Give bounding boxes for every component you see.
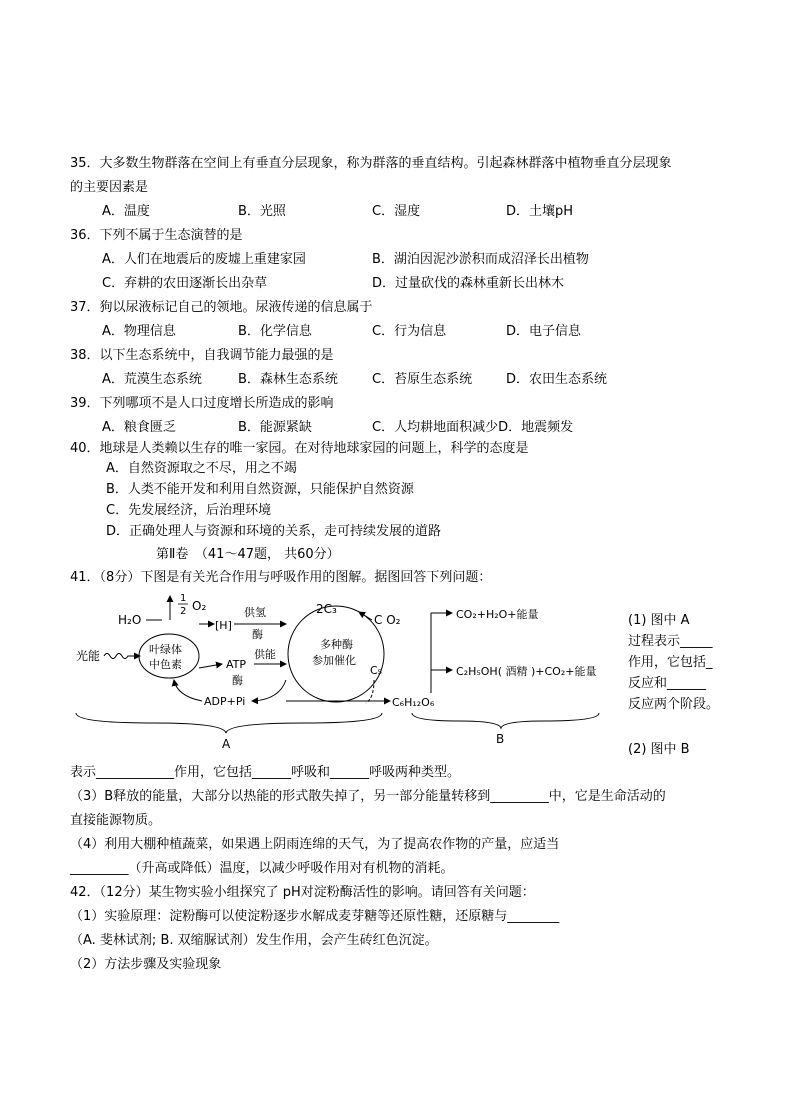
q38-option-b: B．森林生态系统 <box>238 372 338 387</box>
q42-stem: 42．（12分）某生物实验小组探究了 pH对淀粉酶活性的影响。请回答有关问题： <box>70 885 535 900</box>
c3-label: 2C₃ <box>316 602 337 616</box>
q41-p2-line: 表示____________作用，它包括______呼吸和______呼吸两种类型。 <box>70 765 461 780</box>
co2-fixation-arrow <box>359 612 372 620</box>
q37-option-b: B．化学信息 <box>238 324 312 339</box>
q41-p3-line2: 直接能源物质。 <box>70 813 162 828</box>
q35-option-b: B．光照 <box>238 204 286 219</box>
light-wavy-arrow <box>104 654 140 659</box>
chloroplast-pigment-ellipse <box>139 634 199 678</box>
enzyme-label-2: 参加催化 <box>312 654 356 667</box>
supply-energy-label: 供能 <box>254 648 276 661</box>
q40-option-b: B．人类不能开发和利用自然资源，只能保护自然资源 <box>106 482 414 497</box>
q36-option-c: C．弃耕的农田逐渐长出杂草 <box>102 276 268 291</box>
q35-option-a: A．温度 <box>102 204 150 219</box>
chloroplast-label-1: 叶绿体 <box>149 643 182 656</box>
o2-label: O₂ <box>192 599 207 613</box>
q42-p1-line1: （1）实验原理：淀粉酶可以使淀粉逐步水解成麦芽糖等还原性糖，还原糖与________ <box>70 909 560 924</box>
q41-p1-line5: 反应两个阶段。 <box>628 697 720 712</box>
q40-option-c: C．先发展经济，后治理环境 <box>106 503 272 518</box>
photosynthesis-respiration-diagram <box>74 588 619 753</box>
label-b: B <box>496 732 505 746</box>
q41-p3-line1: （3）B释放的能量，大部分以热能的形式散失掉了，另一部分能量转移到_________中，它是生命活动的 <box>70 789 666 804</box>
q39-stem: 39．下列哪项不是人口过度增长所造成的影响 <box>70 396 334 411</box>
supply-h-enzyme-label: 酶 <box>252 628 263 641</box>
h-label: [H] <box>215 619 232 632</box>
q36-option-b: B．湖泊因泥沙淤积而成沼泽长出植物 <box>372 252 589 267</box>
q38-stem: 38．以下生态系统中，自我调节能力最强的是 <box>70 348 334 363</box>
c5-dashed-arrow <box>366 680 374 703</box>
q41-stem: 41．（8分）下图是有关光合作用与呼吸作用的图解。据图回答下列问题： <box>70 570 492 585</box>
q41-p1-line3: 作用，它包括_ <box>628 655 713 670</box>
q35-stem-line1: 35．大多数生物群落在空间上有垂直分层现象，称为群落的垂直结构。引起森林群落中植物垂直分层现象 <box>70 156 672 171</box>
q37-option-c: C．行为信息 <box>372 324 447 339</box>
q41-p1-line1: (1) 图中 A <box>628 613 690 628</box>
q35-stem-line2: 的主要因素是 <box>70 180 149 195</box>
q39-option-b: B．能源紧缺 <box>238 420 312 435</box>
q36-stem: 36．下列不属于生态演替的是 <box>70 228 243 243</box>
q41-p1-line2: 过程表示_____ <box>628 634 713 649</box>
q35-option-c: C．湿度 <box>372 204 421 219</box>
q39-option-cd: C．人均耕地面积减少D．地震频发 <box>372 420 574 435</box>
anaerobic-products-label: C₂H₅OH( 酒精 )+CO₂+能量 <box>456 665 597 678</box>
brace-b <box>412 713 599 728</box>
q41-p4-line2: _________（升高或降低）温度，以减少呼吸作用对有机物的消耗。 <box>70 861 454 876</box>
supply-h-label: 供氢 <box>244 606 266 619</box>
q40-stem: 40．地球是人类赖以生存的唯一家园。在对待地球家园的问题上，科学的态度是 <box>70 441 529 456</box>
glucose-label: C₆H₁₂O₆ <box>392 696 435 709</box>
adp-to-pigment-arrow <box>174 680 202 701</box>
chloroplast-label-2: 中色素 <box>149 658 182 671</box>
adp-return-arrow <box>252 680 286 701</box>
q40-option-a: A．自然资源取之不尽，用之不竭 <box>106 461 297 476</box>
q37-stem: 37．狗以尿液标记自己的领地。尿液传递的信息属于 <box>70 300 373 315</box>
adp-pi-label: ADP+Pi <box>204 695 246 708</box>
q36-option-d: D．过量砍伐的森林重新长出林木 <box>372 276 565 291</box>
brace-a <box>76 713 382 733</box>
h2o-label: H₂O <box>118 613 142 627</box>
q41-p2-head: (2) 图中 B <box>628 742 690 757</box>
q38-option-d: D．农田生态系统 <box>506 372 608 387</box>
label-a: A <box>222 737 231 751</box>
q42-p1-line2: （A. 斐林试剂; B. 双缩脲试剂）发生作用，会产生砖红色沉淀。 <box>70 933 438 948</box>
q39-option-a: A．粮食匮乏 <box>102 420 176 435</box>
aerobic-products-label: CO₂+H₂O+能量 <box>456 608 539 621</box>
atp-label: ATP <box>226 658 247 671</box>
q40-option-d: D．正确处理人与资源和环境的关系，走可持续发展的道路 <box>106 524 442 539</box>
half-denominator: 2 <box>180 606 187 617</box>
q38-option-c: C．苔原生态系统 <box>372 372 473 387</box>
section-2-header: 第Ⅱ卷 （41～47题， 共60分） <box>156 547 340 562</box>
q35-option-d: D．土壤pH <box>506 204 574 219</box>
q41-p1-line4: 反应和______ <box>628 676 707 691</box>
q37-option-a: A．物理信息 <box>102 324 176 339</box>
atp-enzyme-label: 酶 <box>232 674 243 687</box>
q36-option-a: A．人们在地震后的废墟上重建家园 <box>102 252 306 267</box>
enzyme-label-1: 多种酶 <box>320 638 353 651</box>
atp-arrow <box>199 664 222 668</box>
light-energy-label: 光能 <box>76 649 101 663</box>
q38-option-a: A．荒漠生态系统 <box>102 372 202 387</box>
co2-label: C O₂ <box>374 613 401 627</box>
q42-p2: （2）方法步骤及实验现象 <box>70 957 222 972</box>
q41-p4-line1: （4）利用大棚种植蔬菜，如果遇上阴雨连绵的天气，为了提高农作物的产量，应适当 <box>70 837 560 852</box>
half-numerator: 1 <box>180 593 187 604</box>
q37-option-d: D．电子信息 <box>506 324 582 339</box>
c5-label: C₅ <box>370 664 383 677</box>
